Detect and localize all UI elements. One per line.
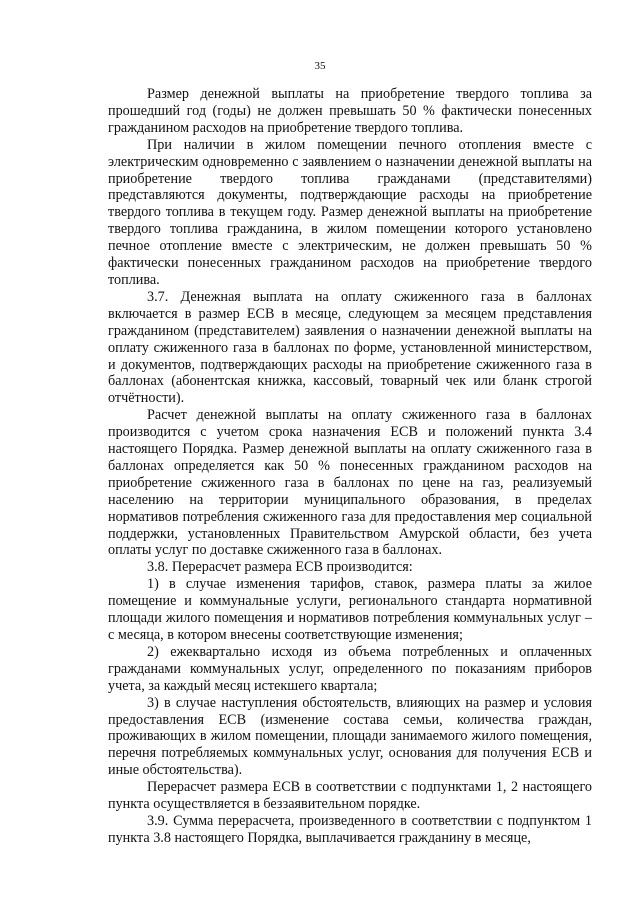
paragraph-recalc-item-1: 1) в случае изменения тарифов, ставок, размера платы за жилое помещение и коммунальные услуги, регионального стандарта нормативной площади жилого помещения и нормативов потребления коммунальных услуг – с месяца, в котором внесены соответствующие изменения; [108, 576, 592, 643]
paragraph-3-9-recalc-sum: 3.9. Сумма перерасчета, произведенного в соответствии с подпунктом 1 пункта 3.8 настоящего Порядка, выплачивается гражданину в месяце, [108, 812, 592, 846]
paragraph-3-8-recalculation: 3.8. Перерасчет размера ЕСВ производится: [147, 559, 413, 576]
paragraph-3-7-liquefied-gas: 3.7. Денежная выплата на оплату сжиженного газа в баллонах включается в размер ЕСВ в месяце, следующем за месяцем представления гражданином (представителем) заявления о назначении денежной выплаты на оплату сжиженного газа в баллонах по форме, установленной министерством, и документов, подтверждающих расходы на приобретение сжиженного газа в баллонах (абонентская книжка, кассовый, товарный чек или бланк строгой отчётности). [108, 288, 592, 407]
paragraph-recalc-item-3: 3) в случае наступления обстоятельств, влияющих на размер и условия предоставления ЕСВ (изменение состава семьи, количества граждан, проживающих в жилом помещении, площади занимаемого жилого помещения, перечня потребляемых коммунальных услуг, основания для получения ЕСВ и иные обстоятельства). [108, 694, 592, 779]
paragraph-stove-heating: При наличии в жилом помещении печного отопления вместе с электрическим одновременно с заявлением о назначении денежной выплаты на приобретение твердого топлива гражданами (представителями) представляются документы, подтверждающие расходы на приобретение твердого топлива в текущем году. Размер денежной выплаты на приобретение твердого топлива гражданина, в жилом помещении которого установлено печное отопление вместе с электрическим, не должен превышать 50 % фактически понесенных гражданином расходов на приобретение твердого топлива. [108, 136, 592, 288]
page-number: 35 [314, 60, 326, 72]
paragraph-solid-fuel-limit: Размер денежной выплаты на приобретение твердого топлива за прошедший год (годы) не должен превышать 50 % фактически понесенных гражданином расходов на приобретение твердого топлива. [108, 86, 592, 136]
document-body [108, 86, 592, 847]
paragraph-gas-calculation: Расчет денежной выплаты на оплату сжиженного газа в баллонах производится с учетом срока назначения ЕСВ и положений пункта 3.4 настоящего Порядка. Размер денежной выплаты на оплату сжиженного газа в баллонах определяется как 50 % понесенных гражданином расходов на приобретение сжиженного газа в баллонах по цене на газ, реализуемый населению на территории муниципального образования, в пределах нормативов потребления сжиженного газа для предоставления мер социальной поддержки, установленных Правительством Амурской области, без учета оплаты услуг по доставке сжиженного газа в баллонах. [108, 407, 592, 559]
paragraph-recalc-item-2: 2) ежеквартально исходя из объема потребленных и оплаченных гражданами коммунальных услуг, определенного по показаниям приборов учета, за каждый месяц истекшего квартала; [108, 643, 592, 694]
paragraph-recalc-no-application: Перерасчет размера ЕСВ в соответствии с подпунктами 1, 2 настоящего пункта осуществляется в беззаявительном порядке. [108, 779, 592, 813]
